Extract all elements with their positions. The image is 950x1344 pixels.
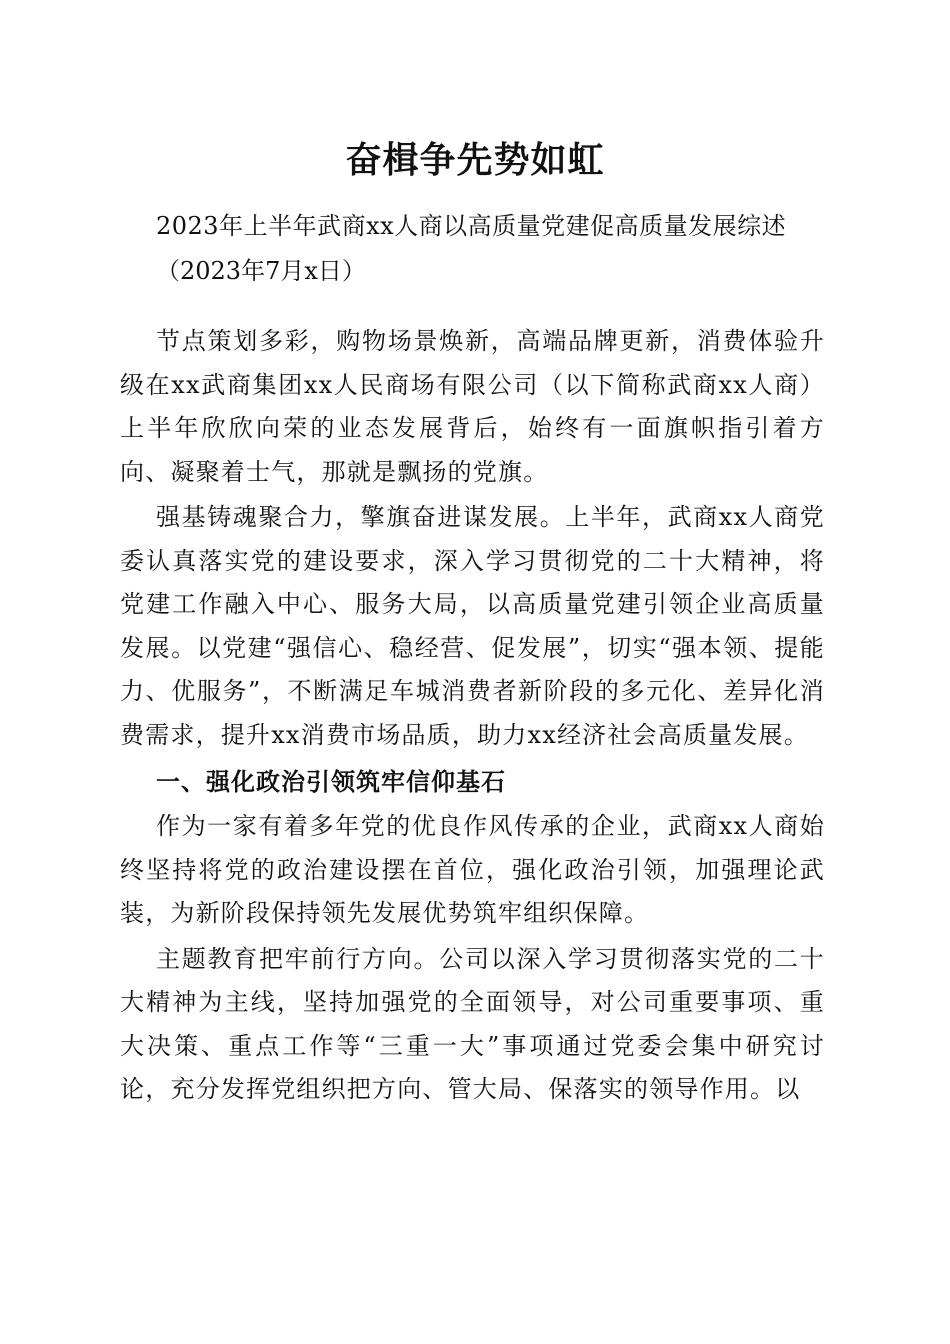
paragraph-overview: 强基铸魂聚合力，擎旗奋进谋发展。上半年，武商xx人商党委认真落实党的建设要求，深入学习贯彻党的二十大精神，将党建工作融入中心、服务大局，以高质量党建引领企业高质量发展。以党建“强信心、稳经营、促发展”，切实“强本领、提能力、优服务”，不断满足车城消费者新阶段的多元化、差异化消费需求，提升xx消费市场品质，助力xx经济社会高质量发展。 [120,503,825,749]
paragraph-section1-intro: 作为一家有着多年党的优良作风传承的企业，武商xx人商始终坚持将党的政治建设摆在首位，强化政治引领，加强理论武装，为新阶段保持领先发展优势筑牢组织保障。 [120,812,825,927]
document-date: （2023年7月x日） [156,257,366,285]
paragraph-intro: 节点策划多彩，购物场景焕新，高端品牌更新，消费体验升级在xx武商集团xx人民商场有限公司（以下简称武商xx人商）上半年欣欣向荣的业态发展背后，始终有一面旗帜指引着方向、凝聚着士气，那就是飘扬的党旗。 [120,327,825,486]
paragraph-section1-theme: 主题教育把牢前行方向。公司以深入学习贯彻落实党的二十大精神为主线，坚持加强党的全面领导，对公司重要事项、重大决策、重点工作等“三重一大”事项通过党委会集中研究讨论，充分发挥党组织把方向、管大局、保落实的领导作用。以 [120,944,825,1103]
document-subtitle: 2023年上半年武商xx人商以高质量党建促高质量发展综述 [156,212,787,240]
document-title: 奋楫争先势如虹 [345,139,605,181]
document-body [120,320,825,1114]
section-heading: 一、强化政治引领筑牢信仰基石 [156,768,506,796]
